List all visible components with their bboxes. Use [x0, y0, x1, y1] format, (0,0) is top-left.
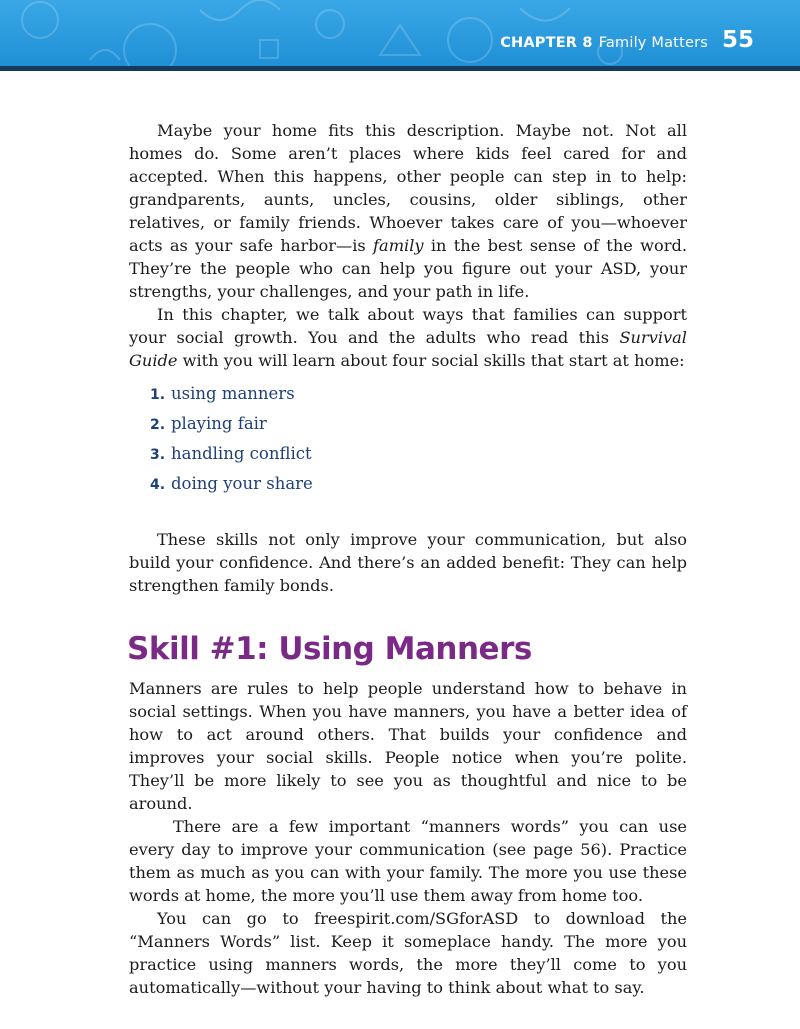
list-text: using manners: [171, 384, 295, 403]
list-number: 4.: [150, 477, 166, 493]
list-text: playing fair: [171, 414, 267, 433]
chapter-title: Family Matters: [598, 35, 708, 51]
paragraph-manners-words: There are a few important “manners words” you can use every day to improve your communication (see page 56). Practice them as much as you can with your family. The more you use these words at home, the more you’ll use them away from home too.: [129, 817, 687, 905]
list-item: [150, 472, 687, 502]
paragraph-manners-rules: Manners are rules to help people understand how to behave in social settings. When you have manners, you have a better idea of how to act around others. That builds your confidence and improves your social skills. People notice when you’re polite. They’ll be more likely to see you as thoughtful and nice to be around.: [129, 679, 687, 813]
list-number: 1.: [150, 387, 166, 403]
page-content: [129, 119, 687, 999]
p1-text-a: Maybe your home fits this description. Maybe not. Not all homes do. Some aren’t places where kids feel cared for and accepted. When this happens, other people can step in to help: grandparents, aunts, uncles, cousins, older siblings, other relatives, or family friends. Whoever takes care of you—whoever acts as your safe harbor—is: [129, 121, 687, 255]
chapter-banner: [0, 0, 800, 68]
paragraph-skills-benefit: These skills not only improve your communication, but also build your confidence. And there’s an added benefit: They can help strengthen family bonds.: [129, 530, 687, 595]
paragraph-download: You can go to freespirit.com/SGforASD to download the “Manners Words” list. Keep it someplace handy. The more you practice using manners words, the more they’ll come to you automatically—without your having to think about what to say.: [129, 909, 687, 997]
list-item: [150, 442, 687, 472]
list-item: [150, 412, 687, 442]
list-number: 2.: [150, 417, 166, 433]
social-skills-list: [129, 382, 687, 502]
page-number: 55: [721, 27, 754, 53]
list-text: handling conflict: [171, 444, 312, 463]
p2-emphasis: Survival Guide: [129, 328, 687, 370]
banner-rule: [0, 66, 800, 71]
running-head: [500, 35, 708, 51]
p2-text-a: In this chapter, we talk about ways that families can support your social growth. You and the adults who read this: [129, 305, 687, 347]
p2-text-b: with you will learn about four social skills that start at home:: [177, 351, 685, 370]
paragraph-chapter-intro: [129, 303, 687, 372]
paragraph-safe-harbor: [129, 119, 687, 303]
chapter-label: CHAPTER 8: [500, 35, 593, 51]
banner-pattern: [0, 0, 800, 68]
list-item: [150, 382, 687, 412]
list-text: doing your share: [171, 474, 313, 493]
p1-emphasis: family: [373, 236, 424, 255]
list-number: 3.: [150, 447, 166, 463]
skill-heading: Skill #1: Using Manners: [127, 631, 532, 667]
p1-text-b: in the best sense of the word. They’re the people who can help you figure out your ASD, your strengths, your challenges, and your path in life.: [129, 236, 687, 301]
